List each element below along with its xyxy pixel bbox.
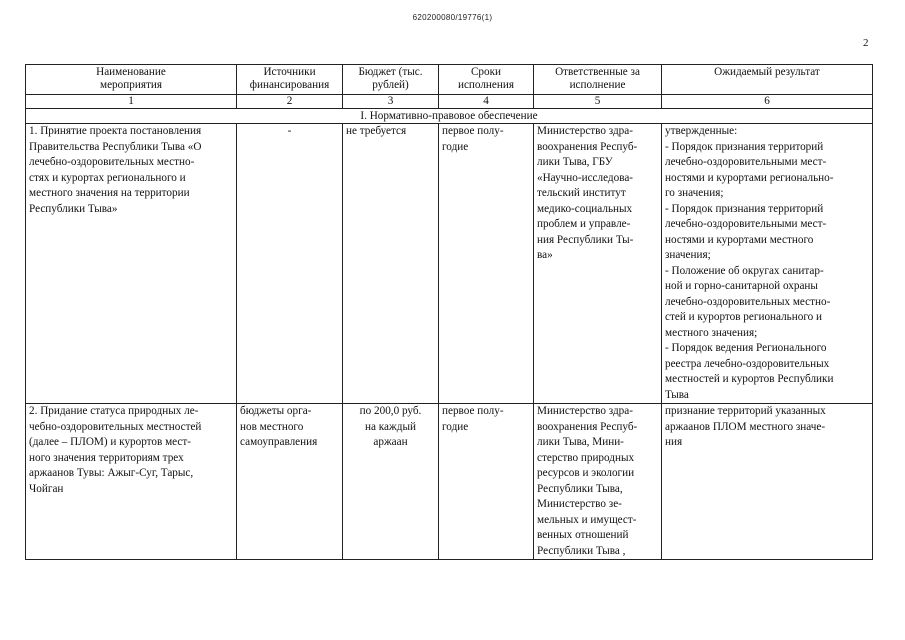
header-result: Ожидаемый результат [662, 65, 873, 95]
row-name: 1. Принятие проекта постановления Правительства Республики Тыва «О лечебно-оздоровительных местно- стях и курортах регионального и местного значения на территории Республики Тыва» [26, 124, 237, 404]
table-row [26, 404, 873, 560]
table-row [26, 124, 873, 404]
row-term: первое полу- годие [439, 404, 534, 560]
page-number: 2 [863, 37, 869, 49]
column-number: 4 [439, 95, 534, 109]
row-source: - [237, 124, 343, 404]
row-responsible: Министерство здра- воохранения Респуб- лики Тыва, ГБУ «Научно-исследова- тельский институт медико-социальных проблем и управле- ния Республики Ты- ва» [534, 124, 662, 404]
row-budget: по 200,0 руб. на каждый аржаан [343, 404, 439, 560]
row-budget: не требуется [343, 124, 439, 404]
row-source: бюджеты орга- нов местного самоуправления [237, 404, 343, 560]
column-number: 6 [662, 95, 873, 109]
header-name: Наименование мероприятия [26, 65, 237, 95]
section-title: I. Нормативно-правовое обеспечение [26, 109, 873, 124]
header-budget: Бюджет (тыс. рублей) [343, 65, 439, 95]
row-term: первое полу- годие [439, 124, 534, 404]
action-plan-table [25, 64, 873, 560]
row-responsible: Министерство здра- воохранения Респуб- лики Тыва, Мини- стерство природных ресурсов и экологии Республики Тыва, Министерство зе- мельных и имущест- венных отношений Республики Тыва , [534, 404, 662, 560]
row-name: 2. Придание статуса природных ле- чебно-оздоровительных местностей (далее – ПЛОМ) и курортов мест- ного значения территориям трех аржаанов Тувы: Ажыг-Суг, Тарыс, Чойган [26, 404, 237, 560]
column-number: 2 [237, 95, 343, 109]
column-number: 5 [534, 95, 662, 109]
row-result: утвержденные: - Порядок признания территорий лечебно-оздоровительными мест- ностями и курортами регионально- го значения; - Порядок признания территорий лечебно-оздоровительными мест- ностями и курортами местного значения; - Положение об округах санитар- ной и горно-санитарной охраны лечебно-оздоровительных местно- стей и курортов регионального и местного значения; - Порядок ведения Регионального реестра лечебно-оздоровительных местностей и курортов Республики Тыва [662, 124, 873, 404]
header-term: Сроки исполнения [439, 65, 534, 95]
row-result: признание территорий указанных аржаанов ПЛОМ местного значе- ния [662, 404, 873, 560]
header-source: Источники финансирования [237, 65, 343, 95]
header-responsible: Ответственные за исполнение [534, 65, 662, 95]
column-number: 3 [343, 95, 439, 109]
header-row [26, 65, 873, 95]
column-number: 1 [26, 95, 237, 109]
section-row [26, 109, 873, 124]
column-number-row [26, 95, 873, 109]
document-id: 620200080/19776(1) [412, 13, 493, 22]
